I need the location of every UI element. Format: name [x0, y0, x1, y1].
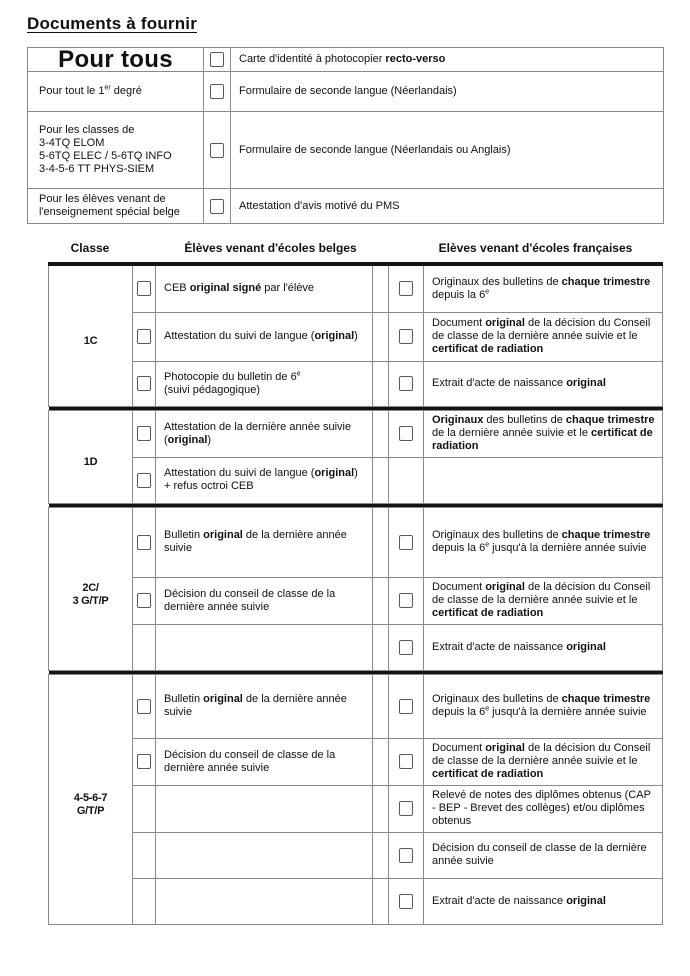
- checkbox[interactable]: [210, 143, 224, 158]
- belgian-checkbox-cell: [133, 738, 156, 785]
- class-doc-row: [49, 410, 663, 457]
- french-checkbox-cell: [389, 410, 424, 457]
- french-document-text: Extrait d'acte de naissance original: [424, 624, 663, 670]
- checkbox[interactable]: [210, 52, 224, 67]
- class-doc-row: [49, 785, 663, 832]
- french-document-text: Originaux des bulletins de chaque trimestre depuis la 6e jusqu'à la dernière année suivie: [424, 674, 663, 738]
- french-document-text: [424, 457, 663, 503]
- checkbox[interactable]: [399, 754, 413, 769]
- belgian-checkbox-cell: [133, 832, 156, 878]
- belgian-document-text: Bulletin original de la dernière année suivie: [156, 674, 373, 738]
- column-gap: [373, 577, 389, 624]
- french-checkbox-cell: [389, 674, 424, 738]
- checkbox[interactable]: [399, 848, 413, 863]
- checkbox[interactable]: [399, 426, 413, 441]
- header-french-schools: Elèves venant d'écoles françaises: [438, 241, 633, 255]
- audience-label: Pour tous: [28, 48, 204, 72]
- class-doc-row: [49, 674, 663, 738]
- document-text: Attestation d'avis motivé du PMS: [231, 189, 664, 224]
- french-document-text: Document original de la décision du Conseil de classe de la dernière année suivie et le certificat de radiation: [424, 312, 663, 361]
- class-doc-row: [49, 738, 663, 785]
- checkbox[interactable]: [399, 535, 413, 550]
- belgian-checkbox-cell: [133, 457, 156, 503]
- column-gap: [373, 878, 389, 924]
- belgian-document-text: Attestation du suivi de langue (original): [156, 312, 373, 361]
- belgian-checkbox-cell: [133, 507, 156, 577]
- column-gap: [373, 785, 389, 832]
- french-checkbox-cell: [389, 577, 424, 624]
- page-title: Documents à fournir: [27, 14, 198, 33]
- belgian-checkbox-cell: [133, 410, 156, 457]
- checkbox[interactable]: [399, 281, 413, 296]
- class-doc-row: [49, 577, 663, 624]
- header-belgian-schools: Élèves venant d'écoles belges: [184, 241, 357, 255]
- checkbox[interactable]: [137, 593, 151, 608]
- document-text: Formulaire de seconde langue (Néerlandais ou Anglais): [231, 112, 664, 189]
- belgian-document-text: [156, 624, 373, 670]
- belgian-checkbox-cell: [133, 577, 156, 624]
- classes-table-body: [49, 264, 663, 924]
- checkbox[interactable]: [137, 426, 151, 441]
- french-checkbox-cell: [389, 264, 424, 312]
- french-document-text: Décision du conseil de classe de la dernière année suivie: [424, 832, 663, 878]
- belgian-document-text: Attestation de la dernière année suivie (original): [156, 410, 373, 457]
- checkbox[interactable]: [137, 754, 151, 769]
- requirement-row: [28, 48, 664, 72]
- audience-label: Pour les classes de 3-4TQ ELOM 5-6TQ ELEC / 5-6TQ INFO 3-4-5-6 TT PHYS-SIEM: [28, 112, 204, 189]
- header-classe: Classe: [70, 241, 110, 255]
- belgian-document-text: Photocopie du bulletin de 6e (suivi pédagogique): [156, 361, 373, 406]
- belgian-checkbox-cell: [133, 264, 156, 312]
- belgian-checkbox-cell: [133, 674, 156, 738]
- belgian-checkbox-cell: [133, 785, 156, 832]
- document-text: Formulaire de seconde langue (Néerlandais): [231, 72, 664, 112]
- belgian-document-text: [156, 878, 373, 924]
- class-label: 2C/ 3 G/T/P: [49, 507, 133, 670]
- general-documents-table: [27, 47, 664, 224]
- column-gap: [373, 312, 389, 361]
- french-document-text: Originaux des bulletins de chaque trimestre de la dernière année suivie et le certificat de radiation: [424, 410, 663, 457]
- belgian-document-text: Attestation du suivi de langue (original) + refus octroi CEB: [156, 457, 373, 503]
- french-document-text: Extrait d'acte de naissance original: [424, 361, 663, 406]
- french-document-text: Originaux des bulletins de chaque trimestre depuis la 6e: [424, 264, 663, 312]
- class-doc-row: [49, 624, 663, 670]
- document-text: Carte d'identité à photocopier recto-verso: [231, 48, 664, 72]
- checkbox[interactable]: [137, 473, 151, 488]
- column-gap: [373, 738, 389, 785]
- checkbox[interactable]: [399, 376, 413, 391]
- french-checkbox-cell: [389, 361, 424, 406]
- column-gap: [373, 507, 389, 577]
- checkbox-cell: [204, 112, 231, 189]
- classes-documents-table: [48, 262, 663, 925]
- class-doc-row: [49, 361, 663, 406]
- checkbox-cell: [204, 72, 231, 112]
- french-checkbox-cell: [389, 507, 424, 577]
- french-checkbox-cell: [389, 457, 424, 503]
- checkbox[interactable]: [137, 329, 151, 344]
- checkbox[interactable]: [210, 84, 224, 99]
- audience-label: Pour tout le 1er degré: [28, 72, 204, 112]
- french-document-text: Extrait d'acte de naissance original: [424, 878, 663, 924]
- class-label: 1C: [49, 264, 133, 406]
- class-doc-row: [49, 312, 663, 361]
- french-checkbox-cell: [389, 312, 424, 361]
- belgian-document-text: Bulletin original de la dernière année suivie: [156, 507, 373, 577]
- audience-label: Pour les élèves venant de l'enseignement spécial belge: [28, 189, 204, 224]
- classes-table-header: [48, 241, 662, 255]
- column-gap: [373, 457, 389, 503]
- belgian-checkbox-cell: [133, 878, 156, 924]
- checkbox-cell: [204, 48, 231, 72]
- french-checkbox-cell: [389, 785, 424, 832]
- checkbox[interactable]: [399, 699, 413, 714]
- class-doc-row: [49, 507, 663, 577]
- belgian-document-text: Décision du conseil de classe de la dernière année suivie: [156, 738, 373, 785]
- class-label: 1D: [49, 410, 133, 503]
- french-checkbox-cell: [389, 878, 424, 924]
- french-checkbox-cell: [389, 738, 424, 785]
- requirement-row: [28, 72, 664, 112]
- french-document-text: Originaux des bulletins de chaque trimestre depuis la 6e jusqu'à la dernière année suivie: [424, 507, 663, 577]
- french-document-text: Document original de la décision du Conseil de classe de la dernière année suivie et le certificat de radiation: [424, 738, 663, 785]
- belgian-document-text: Décision du conseil de classe de la dernière année suivie: [156, 577, 373, 624]
- checkbox[interactable]: [137, 376, 151, 391]
- french-document-text: Document original de la décision du Conseil de classe de la dernière année suivie et le certificat de radiation: [424, 577, 663, 624]
- belgian-document-text: [156, 785, 373, 832]
- column-gap: [373, 624, 389, 670]
- belgian-checkbox-cell: [133, 312, 156, 361]
- column-gap: [373, 832, 389, 878]
- class-label: 4-5-6-7 G/T/P: [49, 674, 133, 924]
- french-document-text: Relevé de notes des diplômes obtenus (CAP - BEP - Brevet des collèges) et/ou diplômes obtenus: [424, 785, 663, 832]
- column-gap: [373, 361, 389, 406]
- checkbox-cell: [204, 189, 231, 224]
- belgian-document-text: CEB original signé par l'élève: [156, 264, 373, 312]
- requirement-row: [28, 189, 664, 224]
- checkbox[interactable]: [399, 640, 413, 655]
- general-table-body: [28, 48, 664, 224]
- belgian-document-text: [156, 832, 373, 878]
- column-gap: [373, 410, 389, 457]
- checkbox[interactable]: [210, 199, 224, 214]
- checkbox[interactable]: [399, 894, 413, 909]
- checkbox[interactable]: [137, 699, 151, 714]
- checkbox[interactable]: [399, 593, 413, 608]
- class-doc-row: [49, 264, 663, 312]
- belgian-checkbox-cell: [133, 361, 156, 406]
- french-checkbox-cell: [389, 832, 424, 878]
- class-doc-row: [49, 832, 663, 878]
- requirement-row: [28, 112, 664, 189]
- checkbox[interactable]: [399, 329, 413, 344]
- french-checkbox-cell: [389, 624, 424, 670]
- checkbox[interactable]: [137, 281, 151, 296]
- class-doc-row: [49, 878, 663, 924]
- belgian-checkbox-cell: [133, 624, 156, 670]
- column-gap: [373, 674, 389, 738]
- checkbox[interactable]: [399, 801, 413, 816]
- checkbox[interactable]: [137, 535, 151, 550]
- column-gap: [373, 264, 389, 312]
- class-doc-row: [49, 457, 663, 503]
